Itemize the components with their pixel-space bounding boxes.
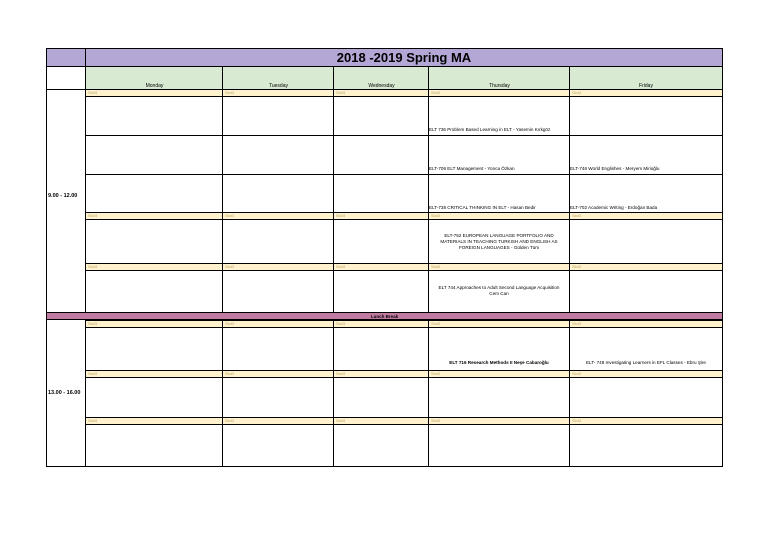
- slot-label: Slot3: [569, 370, 723, 377]
- course-elt-736: ELT 736 Problem Based Learning in ELT - Yasemin Kırkgöz: [429, 127, 551, 132]
- slot-label: Slot3: [428, 263, 570, 270]
- grid-line: [569, 320, 570, 467]
- slot-label: Slot3: [85, 212, 223, 219]
- grid-line: [85, 377, 723, 378]
- title-bar: [85, 48, 723, 67]
- slot-label: Slot3: [428, 212, 570, 219]
- day-header-tuesday: Tuesday: [222, 66, 334, 90]
- slot-label: Slot3: [85, 89, 223, 96]
- slot-label: Slot3: [428, 320, 570, 327]
- grid-line: [333, 89, 334, 312]
- slot-label: Slot3: [569, 263, 723, 270]
- grid-line: [85, 424, 723, 425]
- slot-label: Slot3: [85, 370, 223, 377]
- afternoon-time-label: 13.00 - 16.00: [48, 390, 81, 396]
- slot-label: Slot3: [333, 370, 429, 377]
- slot-label: Slot3: [333, 263, 429, 270]
- slot-label: Slot3: [569, 417, 723, 424]
- grid-line: [428, 89, 429, 312]
- slot-label: Slot3: [569, 89, 723, 96]
- slot-label: Slot3: [85, 320, 223, 327]
- grid-line: [569, 89, 570, 312]
- slot-label: Slot3: [85, 263, 223, 270]
- slot-label: Slot3: [333, 212, 429, 219]
- grid-line: [722, 89, 723, 312]
- course-elt-744: ELT 744 Approaches to Adult Second Language Acquisition Cem Can: [438, 285, 560, 296]
- course-elt-746: ELT-746 World Englishes - Meryem Mirioğlu: [570, 166, 660, 171]
- grid-line: [85, 270, 723, 271]
- grid-line: [85, 219, 723, 220]
- grid-line: [428, 320, 429, 467]
- header-corner-cell: [46, 66, 86, 90]
- lunch-break-bar: Lunch Break: [46, 312, 723, 320]
- morning-time-label: 9.00 - 12.00: [48, 193, 78, 199]
- grid-line: [85, 327, 723, 328]
- grid-line: [722, 320, 723, 467]
- grid-line: [222, 320, 223, 467]
- slot-label: Slot3: [333, 320, 429, 327]
- slot-label: Slot3: [428, 89, 570, 96]
- slot-label: Slot3: [222, 212, 334, 219]
- course-elt-752: ELT-752 EUROPEAN LANGUAGE PORTFOLIO AND MATERIALS IN TEACHING TURKISH AND ENGLISH AS FOREIGN LANGUAGES - Gülden Tüm: [440, 232, 558, 250]
- course-elt-702: ELT-702 Academic Writing - Erdoğan Bada: [570, 205, 658, 210]
- day-header-friday: Friday: [569, 66, 723, 90]
- slot-label: Slot3: [222, 89, 334, 96]
- course-elt-748: ELT- 748 Investigating Learners in EFL Classes - Ebru Şire: [585, 360, 706, 365]
- grid-line: [46, 466, 723, 467]
- slot-label: Slot3: [569, 320, 723, 327]
- slot-label: Slot3: [222, 263, 334, 270]
- page-title: 2018 -2019 Spring MA: [336, 50, 472, 65]
- grid-line: [333, 320, 334, 467]
- slot-label: Slot3: [85, 417, 223, 424]
- day-header-monday: Monday: [85, 66, 223, 90]
- day-header-wednesday: Wednesday: [333, 66, 429, 90]
- slot-label: Slot3: [222, 370, 334, 377]
- slot-label: Slot3: [222, 417, 334, 424]
- slot-label: Slot3: [428, 417, 570, 424]
- slot-label: Slot3: [569, 212, 723, 219]
- slot-label: Slot3: [333, 417, 429, 424]
- grid-line: [85, 96, 723, 97]
- grid-line: [222, 89, 223, 312]
- course-elt-706: ELT-706 ELT Management - Yonca Özkan: [429, 166, 515, 171]
- slot-label: Slot3: [222, 320, 334, 327]
- course-elt-738: ELT-738 CRITICAL THINKING IN ELT - Hasan Bedir: [429, 205, 536, 210]
- day-header-thursday: Thursday: [428, 66, 570, 90]
- slot-label: Slot3: [428, 370, 570, 377]
- slot-label: Slot3: [333, 89, 429, 96]
- course-elt-716: ELT 716 Research Methods II Neşe Cabaroğlu: [449, 360, 549, 365]
- title-corner-cell: [46, 48, 86, 67]
